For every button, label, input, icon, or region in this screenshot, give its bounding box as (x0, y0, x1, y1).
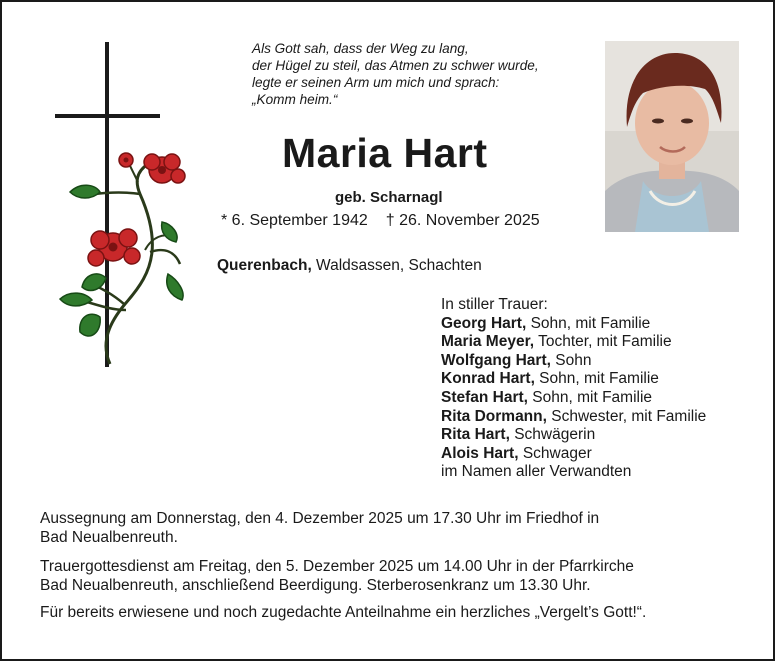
mourner-name: Rita Hart, (441, 426, 510, 444)
blessing-info (40, 510, 599, 547)
poem-line: legte er seinen Arm um mich und sprach: (252, 75, 500, 90)
list-item (441, 370, 706, 389)
poem-line: der Hügel zu steil, das Atmen zu schwer wurde, (252, 58, 539, 73)
place-main: Querenbach, (217, 257, 312, 274)
thanks-line: Für bereits erwiesene und noch zugedachte Anteilnahme ein herzliches „Vergelt’s Gott!“. (40, 604, 647, 621)
places (217, 257, 482, 275)
thanks-text (40, 604, 646, 623)
blessing-line: Aussegnung am Donnerstag, den 4. Dezember 2025 um 17.30 Uhr im Friedhof in (40, 510, 600, 527)
mourner-name: Maria Meyer, (441, 333, 535, 351)
blessing-line: Bad Neualbenreuth. (40, 528, 178, 546)
mourners-list (441, 296, 706, 482)
mourner-name: Wolfgang Hart, (441, 351, 551, 369)
mourner-relation: Sohn, mit Familie (528, 388, 653, 406)
portrait-photo (605, 41, 739, 232)
poem-line: Als Gott sah, dass der Weg zu lang, (252, 41, 469, 56)
mourner-relation: Sohn (550, 351, 592, 369)
maiden-name: geb. Scharnagl (335, 189, 443, 206)
list-item (441, 315, 706, 334)
mourner-relation: Sohn, mit Familie (534, 370, 659, 388)
mourners-heading: In stiller Trauer: (441, 296, 548, 313)
list-item (441, 333, 706, 352)
mourners-closing: im Namen aller Verwandten (441, 463, 632, 481)
service-info (40, 558, 634, 595)
mourner-relation: Sohn, mit Familie (526, 314, 651, 332)
service-line: Trauergottesdienst am Freitag, den 5. Dezember 2025 um 14.00 Uhr in der Pfarrkirche (40, 558, 634, 575)
mourner-relation: Tochter, mit Familie (534, 333, 672, 351)
mourner-relation: Schwägerin (509, 426, 596, 444)
poem (252, 40, 539, 108)
service-line: Bad Neualbenreuth, anschließend Beerdigung. Sterberosenkranz um 13.30 Uhr. (40, 576, 591, 594)
mourner-name: Rita Dormann, (441, 407, 547, 425)
mourner-name: Stefan Hart, (441, 388, 528, 406)
mourner-relation: Schwager (518, 444, 592, 462)
mourner-name: Alois Hart, (441, 444, 519, 462)
death-date: † 26. November 2025 (385, 212, 540, 229)
poem-line: „Komm heim.“ (252, 92, 338, 107)
list-item (441, 445, 706, 464)
deceased-name: Maria Hart (282, 130, 488, 176)
list-item (441, 389, 706, 408)
list-item (441, 408, 706, 427)
place-others: Waldsassen, Schachten (311, 257, 482, 274)
mourner-relation: Schwester, mit Familie (546, 407, 707, 425)
list-item (441, 352, 706, 371)
list-item (441, 426, 706, 445)
cross-with-roses-icon (40, 42, 195, 372)
birth-date: * 6. September 1942 (221, 212, 368, 229)
mourner-name: Georg Hart, (441, 314, 527, 332)
mourner-name: Konrad Hart, (441, 370, 535, 388)
life-dates (221, 212, 540, 230)
